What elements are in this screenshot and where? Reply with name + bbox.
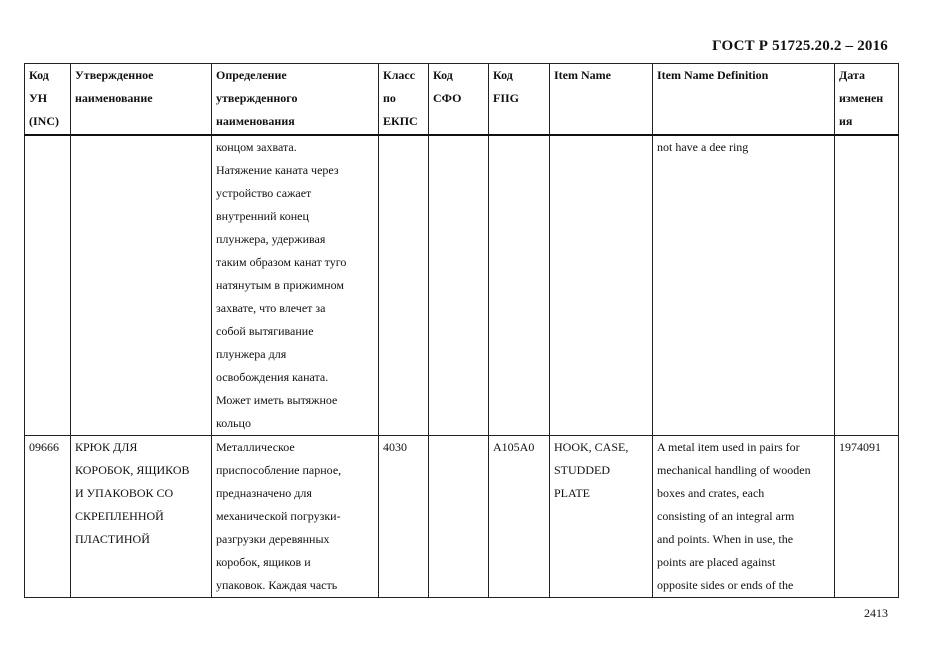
- cell-line: наименование: [75, 91, 153, 105]
- cell-line: consisting of an integral arm: [657, 509, 795, 523]
- cell-item-name: [550, 436, 653, 598]
- cell-line: Item Name: [554, 68, 611, 82]
- header-approved-name: [71, 64, 212, 136]
- cell-line: собой вытягивание: [216, 324, 314, 338]
- cell-line: приспособление парное,: [216, 463, 342, 477]
- cell-line: таким образом канат туго: [216, 255, 347, 269]
- header-inc: [25, 64, 71, 136]
- cell-line: (INC): [29, 114, 59, 128]
- header-item-name: [550, 64, 653, 136]
- cell-ekps-class: [379, 135, 429, 436]
- cell-line: Утвержденное: [75, 68, 154, 82]
- cell-line: КОРОБОК, ЯЩИКОВ: [75, 463, 190, 477]
- cell-line: упаковок. Каждая часть: [216, 578, 338, 592]
- cell-line: boxes and crates, each: [657, 486, 765, 500]
- page-number: 2413: [864, 606, 888, 620]
- cell-inc: [25, 135, 71, 436]
- cell-line: концом захвата.: [216, 140, 297, 154]
- cell-item-name: [550, 135, 653, 436]
- cell-line: HOOK, CASE,: [554, 440, 629, 454]
- cell-line: FIIG: [493, 91, 520, 105]
- table-header-row: [25, 64, 899, 136]
- cell-item-name-definition: [653, 135, 835, 436]
- cell-line: кольцо: [216, 416, 251, 430]
- cell-line: УН: [29, 91, 48, 105]
- cell-line: по: [383, 91, 396, 105]
- cell-line: наименования: [216, 114, 295, 128]
- cell-definition: [212, 135, 379, 436]
- header-change-date: [835, 64, 899, 136]
- cell-line: плунжера для: [216, 347, 287, 361]
- cell-line: коробок, ящиков и: [216, 555, 311, 569]
- header-sfo-code: [429, 64, 489, 136]
- cell-line: изменен: [839, 91, 884, 105]
- cell-definition: [212, 436, 379, 598]
- cell-line: Металлическое: [216, 440, 295, 454]
- cell-line: A metal item used in pairs for: [657, 440, 800, 454]
- document-header: ГОСТ Р 51725.20.2 – 2016: [712, 38, 888, 54]
- cell-line: Натяжение каната через: [216, 163, 339, 177]
- cell-item-name-definition: [653, 436, 835, 598]
- cell-sfo-code: [429, 135, 489, 436]
- cell-line: захвате, что влечет за: [216, 301, 326, 315]
- cell-line: Код: [433, 68, 453, 82]
- header-fiig-code: [489, 64, 550, 136]
- cell-line: ЕКПС: [383, 114, 418, 128]
- header-ekps-class: [379, 64, 429, 136]
- table-row: [25, 436, 899, 598]
- cell-line: устройство сажает: [216, 186, 312, 200]
- cell-line: КРЮК ДЛЯ: [75, 440, 138, 454]
- cell-ekps-class: [379, 436, 429, 598]
- cell-line: плунжера, удерживая: [216, 232, 326, 246]
- cell-line: A105A0: [493, 440, 535, 454]
- cell-line: Item Name Definition: [657, 68, 769, 82]
- cell-line: not have a dee ring: [657, 140, 749, 154]
- cell-line: СФО: [433, 91, 462, 105]
- cell-line: 4030: [383, 440, 407, 454]
- cell-line: Код: [493, 68, 513, 82]
- cell-line: предназначено для: [216, 486, 312, 500]
- cell-line: разгрузки деревянных: [216, 532, 330, 546]
- table-row: [25, 135, 899, 436]
- cell-line: Может иметь вытяжное: [216, 393, 338, 407]
- cell-line: 1974091: [839, 440, 881, 454]
- cell-line: Класс: [383, 68, 416, 82]
- cell-approved-name: [71, 436, 212, 598]
- cell-line: opposite sides or ends of the: [657, 578, 794, 592]
- cell-change-date: [835, 436, 899, 598]
- cell-line: ПЛАСТИНОЙ: [75, 532, 150, 546]
- cell-fiig-code: [489, 135, 550, 436]
- cell-change-date: [835, 135, 899, 436]
- cell-line: PLATE: [554, 486, 590, 500]
- cell-inc: [25, 436, 71, 598]
- cell-line: СКРЕПЛЕННОЙ: [75, 509, 164, 523]
- cell-line: механической погрузки-: [216, 509, 341, 523]
- cell-line: Дата: [839, 68, 865, 82]
- cell-line: внутренний конец: [216, 209, 309, 223]
- cell-fiig-code: [489, 436, 550, 598]
- cell-sfo-code: [429, 436, 489, 598]
- cell-line: утвержденного: [216, 91, 298, 105]
- header-item-name-definition: [653, 64, 835, 136]
- cell-line: Определение: [216, 68, 287, 82]
- cell-line: and points. When in use, the: [657, 532, 794, 546]
- cell-approved-name: [71, 135, 212, 436]
- items-table: [24, 63, 899, 598]
- cell-line: 09666: [29, 440, 59, 454]
- cell-line: Код: [29, 68, 49, 82]
- header-definition: [212, 64, 379, 136]
- cell-line: И УПАКОВОК СО: [75, 486, 174, 500]
- cell-line: mechanical handling of wooden: [657, 463, 811, 477]
- cell-line: points are placed against: [657, 555, 776, 569]
- cell-line: ия: [839, 114, 853, 128]
- cell-line: освобождения каната.: [216, 370, 329, 384]
- cell-line: натянутым в прижимном: [216, 278, 344, 292]
- cell-line: STUDDED: [554, 463, 610, 477]
